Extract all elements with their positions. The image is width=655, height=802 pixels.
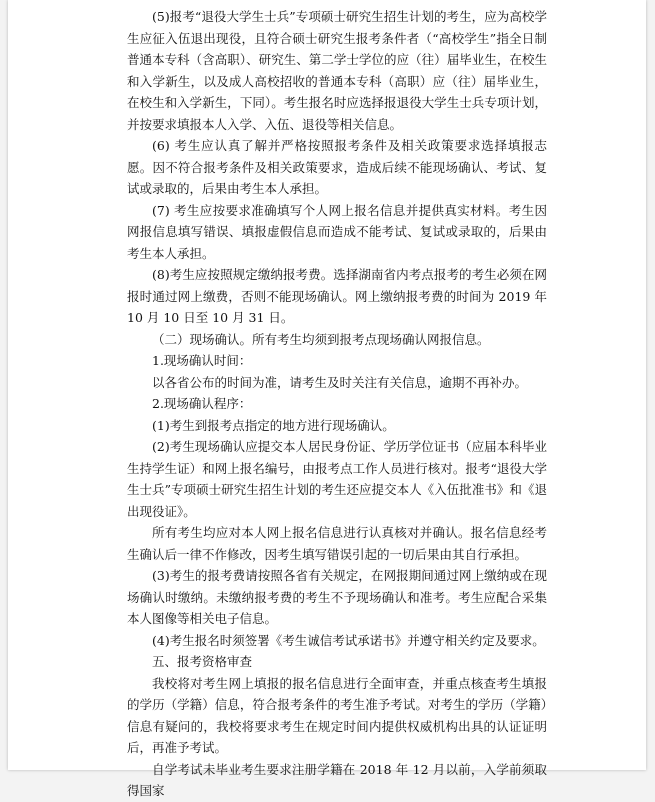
document-page — [8, 0, 646, 798]
section-qualification-review: 五、报考资格审查 — [152, 654, 253, 669]
procedure-item-1: (1)考生到报考点指定的地方进行现场确认。 — [152, 417, 395, 433]
onsite-time-heading: 1.现场确认时间： — [152, 353, 252, 368]
paragraph-6: (6) 考生应认真了解并严格按照报考条件及相关政策要求选择填报志愿。因不符合报考条件及相关政策要求，造成后续不能现场确认、考试、复试或录取的，后果由考生本人承担。 — [127, 138, 547, 196]
onsite-time-text: 以各省公布的时间为准，请考生及时关注有关信息，逾期不再补办。 — [152, 374, 528, 390]
self-study-exam-text: 自学考试未毕业考生要求注册学籍在 2018 年 12 月以前，入学前须取得国家 — [127, 761, 547, 798]
paragraph-8: (8)考生应按照规定缴纳报考费。选择湖南省内考点报考的考生必须在网报时通过网上缴费，否则不能现场确认。网上缴纳报考费的时间为 2019 年 10 月 10 日至 10 月 31 日。 — [127, 267, 547, 325]
procedure-item-4: (4)考生报名时须签署《考生诚信考试承诺书》并遵守相关约定及要求。 — [152, 632, 545, 648]
procedure-item-3: (3)考生的报考费请按照各省有关规定，在网报期间通过网上缴纳或在现场确认时缴纳。未缴纳报考费的考生不予现场确认和准考。考生应配合采集本人图像等相关电子信息。 — [127, 568, 547, 626]
procedure-item-2: (2)考生现场确认应提交本人居民身份证、学历学位证书（应届本科毕业生持学生证）和网上报名编号，由报考点工作人员进行核对。报考“退役大学生士兵”专项硕士研究生招生计划的考生还应提交本人《入伍批准书》和《退出现役证》。 — [127, 439, 547, 519]
qualification-review-text: 我校将对考生网上填报的报名信息进行全面审查，并重点核查考生填报的学历（学籍）信息，符合报考条件的考生准予考试。对考生的学历（学籍）信息有疑问的，我校将要求考生在规定时间内提供权威机构出具的认证证明后，再准予考试。 — [127, 675, 547, 755]
procedure-note: 所有考生均应对本人网上报名信息进行认真核对并确认。报名信息经考生确认后一律不作修改，因考生填写错误引起的一切后果由其自行承担。 — [127, 525, 547, 562]
document-body — [127, 6, 547, 802]
section-onsite-confirmation: （二）现场确认。所有考生均须到报考点现场确认网报信息。 — [152, 331, 490, 347]
paragraph-5: (5)报考“退役大学生士兵”专项硕士研究生招生计划的考生，应为高校学生应征入伍退出现役，且符合硕士研究生报考条件者（“高校学生”指全日制普通本专科（含高职）、研究生、第二学士学位的应（往）届毕业生，在校生和入学新生，以及成人高校招收的普通本专科（高职）应（往）届毕业生，在校生和入学新生，下同）。考生报名时应选择报退役大学生士兵专项计划，并按要求填报本人入学、入伍、退役等相关信息。 — [127, 9, 547, 132]
paragraph-7: (7) 考生应按要求准确填写个人网上报名信息并提供真实材料。考生因网报信息填写错误、填报虚假信息而造成不能考试、复试或录取的，后果由考生本人承担。 — [127, 202, 547, 261]
onsite-procedure-heading: 2.现场确认程序： — [152, 396, 252, 411]
